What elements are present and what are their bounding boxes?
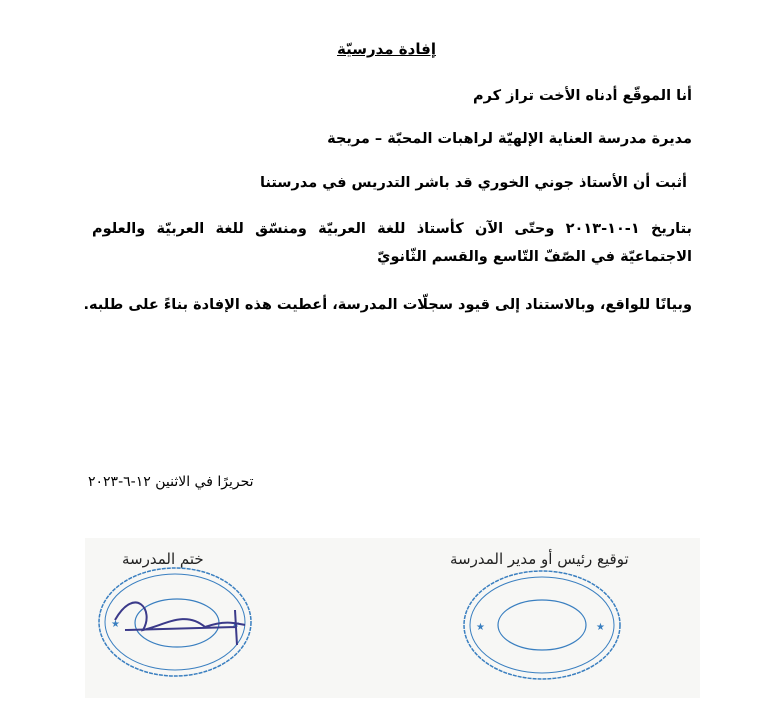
svg-text:★: ★ [231, 619, 240, 630]
stamp-label: ختم المدرسة [122, 550, 204, 568]
school-stamp-right [452, 568, 632, 683]
document-title: إفادة مدرسيّة [337, 40, 436, 58]
signature-label: توقيع رئيس أو مدير المدرسة [450, 550, 629, 568]
body-line-2: مديرة مدرسة العناية الإلهيّة لراهبات المحبّة – مريجة [327, 131, 692, 147]
body-line-3: أثبت أن الأستاذ جوني الخوري قد باشر التدريس في مدرستنا [260, 175, 687, 191]
body-line-5: وبيانًا للواقع، وبالاستناد إلى قيود سجلّات المدرسة، أعطيت هذه الإفادة بناءً على طلبه. [83, 297, 692, 313]
date-line: تحريرًا في الاثنين ١٢-٦-٢٠٢٣ [88, 474, 254, 490]
svg-text:★: ★ [476, 622, 485, 633]
svg-text:★: ★ [596, 622, 605, 633]
body-line-1: أنا الموقّع أدناه الأخت تراز كرم [472, 88, 692, 104]
svg-text:★: ★ [111, 619, 120, 630]
body-line-4: بتاريخ ١-١٠-٢٠١٣ وحتّى الآن كأستاذ للغة العربيّة ومنسّق للغة العربيّة والعلوم الاجتماعيّة في الصّفّ التّاسع والقسم الثّانويّ [92, 221, 692, 265]
school-stamp-left [95, 565, 265, 680]
